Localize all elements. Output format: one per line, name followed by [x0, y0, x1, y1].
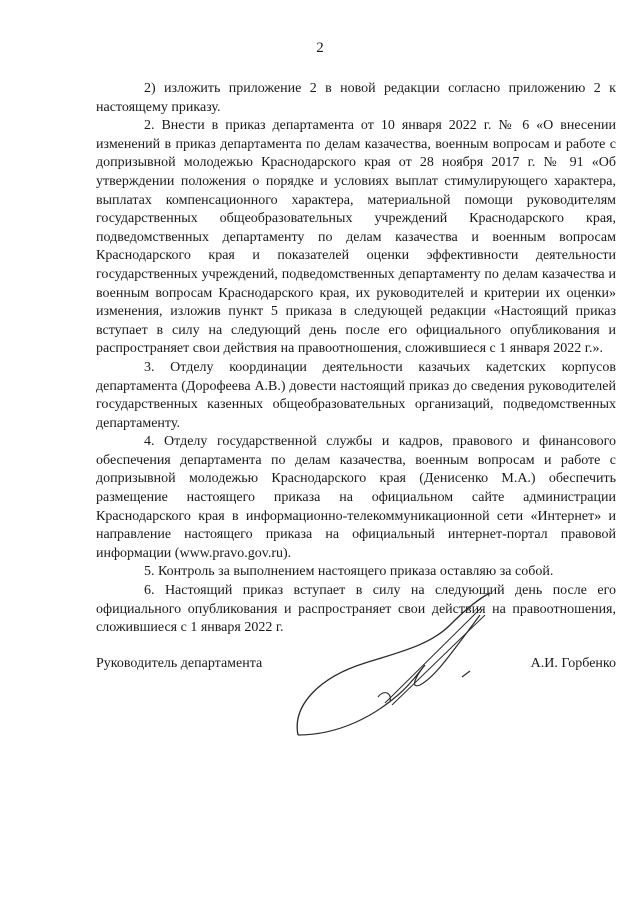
signature-block — [96, 656, 616, 676]
paragraph-4-publication: 4. Отделу государственной службы и кадров, правового и финансового обеспечения департамента по делам казачества, военным вопросам и работе с допризывной молодежью Краснодарского края (Денисенко М.А.) обеспечить размещение настоящего приказа на официальном сайте администрации Краснодарского края в информационно-телекоммуникационной сети «Интернет» и направление настоящего приказа на официальный интернет-портал правовой информации (www.pravo.gov.ru). — [96, 434, 616, 561]
paragraph-2-amend-order: 2. Внести в приказ департамента от 10 января 2022 г. № 6 «О внесении изменений в приказ департамента по делам казачества, военным вопросам и работе с допризывной молодежью Краснодарского края от 28 ноября 2017 г. № 91 «Об утверждении положения о порядке и условиях выплат стимулирующего характера, выплатах компенсационного характера, материальной помощи руководителям государственных общеобразовательных учреждений Краснодарского края, подведомственных департаменту по делам казачества и военным вопросам Краснодарского края и показателей оценки эффективности деятельности государственных учреждений, подведомственных департаменту по делам казачества и военным вопросам Краснодарского края, их руководителей и критерии их оценки» изменения, изложив пункт 5 приказа в следующей редакции «Настоящий приказ вступает в силу на следующий день после его официального опубликования и распространяет свои действия на правоотношения, сложившиеся с 1 января 2022 г.». — [96, 118, 616, 357]
signer-name: А.И. Горбенко — [530, 656, 616, 671]
document-body — [96, 80, 616, 638]
paragraph-6-effective-date: 6. Настоящий приказ вступает в силу на следующий день после его официального опубликования и распространяет свои действия на правоотношения, сложившиеся с 1 января 2022 г. — [96, 583, 616, 636]
paragraph-5-control: 5. Контроль за выполнением настоящего приказа оставляю за собой. — [144, 564, 554, 580]
signer-title: Руководитель департамента — [96, 656, 263, 671]
paragraph-3-cadet-corps: 3. Отделу координации деятельности казачьих кадетских корпусов департамента (Дорофеева А.В.) довести настоящий приказ до сведения руководителей государственных казенных общеобразовательных организаций, подведомственных департаменту. — [96, 359, 616, 431]
page-number: 2 — [316, 40, 324, 56]
paragraph-item-2-appendix: 2) изложить приложение 2 в новой редакции согласно приложению 2 к настоящему приказу. — [96, 81, 616, 115]
